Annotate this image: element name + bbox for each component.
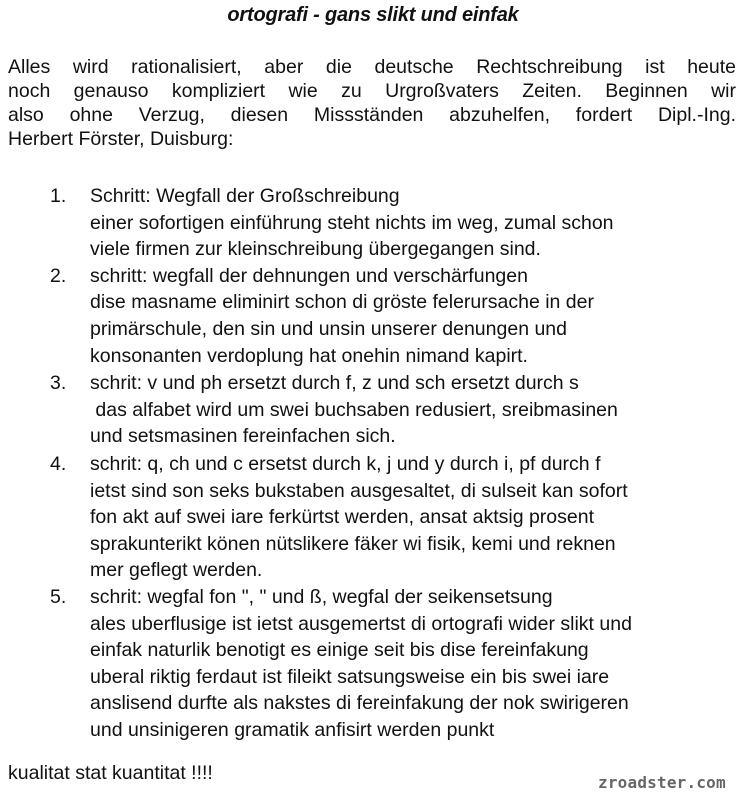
step-text-line: konsonanten verdoplung hat onehin nimand kapirt. <box>90 344 528 367</box>
step-text-line: fon akt auf swei iare ferkürtst werden, ansat aktsig prosent <box>90 506 595 529</box>
step-text-line: und setsmasinen fereinfachen sich. <box>90 425 396 448</box>
step-item-1 <box>0 183 746 263</box>
step-text-line: das alfabet wird um swei buchsaben redusiert, sreibmasinen <box>90 398 618 421</box>
step-text-line: viele firmen zur kleinschreibung übergegangen sind. <box>90 238 541 261</box>
step-item-5 <box>0 584 746 744</box>
step-text-line: anslisend durfte als nakstes di fereinfakung der nok swirigeren <box>90 692 629 715</box>
step-text-line: mer geflegt werden. <box>90 559 263 582</box>
intro-line: noch genauso kompliziert wie zu Urgroßvaters Zeiten. Beginnen wir <box>8 80 736 102</box>
step-heading: schrit: v und ph ersetzt durch f, z und sch ersetzt durch s <box>90 372 579 395</box>
intro-line: Alles wird rationalisiert, aber die deutsche Rechtschreibung ist heute <box>8 56 736 78</box>
step-text-line: uberal riktig ferdaut ist fileikt satsungsweise ein bis swei iare <box>90 665 610 688</box>
step-text-line: einer sofortigen einführung steht nichts im weg, zumal schon <box>90 211 614 234</box>
step-heading: schritt: wegfall der dehnungen und verschärfungen <box>90 264 528 287</box>
step-number: 3. <box>50 372 67 395</box>
step-text-line: primärschule, den sin und unsin unserer denungen und <box>90 317 567 340</box>
intro-line: also ohne Verzug, diesen Missständen abzuhelfen, fordert Dipl.-Ing. <box>8 104 736 126</box>
intro-paragraph <box>8 55 736 151</box>
step-text-line: sprakunterikt könen nütslikere fäker wi fisik, kemi und reknen <box>90 532 616 555</box>
steps-list <box>0 183 746 743</box>
step-text-line: einfak naturlik benotigt es einige seit bis dise fereinfakung <box>90 639 589 662</box>
step-heading: schrit: q, ch und c ersetst durch k, j und y durch i, pf durch f <box>90 452 601 475</box>
step-heading: Schritt: Wegfall der Großschreibung <box>90 185 400 207</box>
step-item-3 <box>0 370 746 450</box>
step-text-line: und unsinigeren gramatik anfisirt werden punkt <box>90 718 495 741</box>
document-title: ortografi - gans slikt und einfak <box>227 4 519 26</box>
watermark: zroadster.com <box>598 773 726 792</box>
step-item-2 <box>0 263 746 369</box>
intro-line: Herbert Förster, Duisburg: <box>8 128 234 150</box>
step-number: 2. <box>50 264 67 287</box>
step-heading: schrit: wegfal fon ", " und ß, wegfal der seikensetsung <box>90 585 553 608</box>
step-number: 1. <box>50 185 67 207</box>
step-number: 4. <box>50 452 67 475</box>
step-text-line: dise masname eliminirt schon di gröste felerursache in der <box>90 291 594 314</box>
step-text-line: ales uberflusige ist ietst ausgemertst di ortografi wider slikt und <box>90 612 632 635</box>
step-number: 5. <box>50 585 67 608</box>
step-item-4 <box>0 451 746 584</box>
step-text-line: ietst sind son seks bukstaben ausgesaltet, di sulseit kan sofort <box>90 479 628 502</box>
closing-line: kualitat stat kuantitat !!!! <box>8 762 213 784</box>
